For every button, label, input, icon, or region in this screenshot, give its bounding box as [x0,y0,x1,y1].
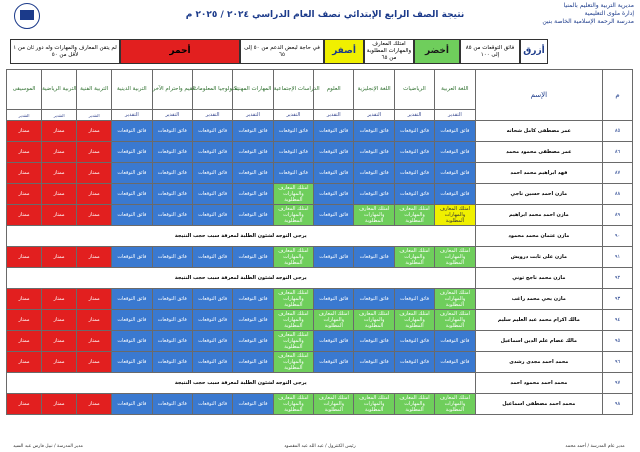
grade-cell: امتلك المعارف والمهارات المطلوبة [435,247,475,268]
grade-cell: ممتاز [42,310,77,331]
grade-cell: ممتاز [7,310,42,331]
col-art: التربية الفنية [77,70,112,110]
grade-cell: فائق التوقعات [314,331,354,352]
grade-cell: ممتاز [42,163,77,184]
grade-cell: امتلك المعارف والمهارات المطلوبة [354,205,394,226]
grade-cell: فائق التوقعات [233,352,273,373]
grade-cell: فائق التوقعات [314,247,354,268]
grade-cell: فائق التوقعات [112,184,152,205]
blocked-result-message: يرجى التوجه لشئون الطلبة لمعرفة سبب حجب النتيجة [7,373,476,394]
grade-subheader: التقدير [354,110,394,121]
grade-cell: فائق التوقعات [314,142,354,163]
grade-cell: امتلك المعارف والمهارات المطلوبة [354,394,394,415]
grade-cell: امتلك المعارف والمهارات المطلوبة [273,310,313,331]
col-math: الرياضيات [394,70,434,110]
col-name: الإسم [475,70,603,121]
grade-cell: فائق التوقعات [273,121,313,142]
grade-cell: فائق التوقعات [233,121,273,142]
table-header-row [7,70,633,110]
grade-cell: فائق التوقعات [394,289,434,310]
grade-cell: ممتاز [42,331,77,352]
grade-cell: فائق التوقعات [394,121,434,142]
grade-cell: امتلك المعارف والمهارات المطلوبة [273,331,313,352]
grade-subheader: التقدير [394,110,434,121]
table-row [7,373,633,394]
grade-cell: فائق التوقعات [314,163,354,184]
blocked-result-message: يرجى التوجه لشئون الطلبة لمعرفة سبب حجب النتيجة [7,226,476,247]
grade-cell: فائق التوقعات [314,289,354,310]
grade-cell: فائق التوقعات [233,331,273,352]
grade-cell: فائق التوقعات [152,394,192,415]
legend-green-word: أخضر [414,39,460,64]
grade-cell: فائق التوقعات [435,331,475,352]
student-number: ٨٩ [603,205,633,226]
student-name: مازن محمد ناجح ثوني [475,268,603,289]
grade-cell: فائق التوقعات [233,184,273,205]
grade-cell: فائق التوقعات [273,142,313,163]
grade-subheader: التقدير [112,110,152,121]
grade-cell: امتلك المعارف والمهارات المطلوبة [273,352,313,373]
grade-cell: ممتاز [42,394,77,415]
student-name: مازن احمد محمد ابراهيم [475,205,603,226]
grade-cell: فائق التوقعات [314,352,354,373]
grade-cell: فائق التوقعات [192,394,232,415]
col-science: العلوم [314,70,354,110]
grade-subheader: التقدير [152,110,192,121]
grade-subheader: التقدير [314,110,354,121]
grade-cell: فائق التوقعات [354,142,394,163]
grade-cell: ممتاز [42,121,77,142]
grade-cell: فائق التوقعات [192,184,232,205]
table-row [7,352,633,373]
grade-cell: فائق التوقعات [233,247,273,268]
grade-cell: امتلك المعارف والمهارات المطلوبة [435,289,475,310]
col-sports: التربية الرياضية [42,70,77,110]
grade-cell: امتلك المعارف والمهارات المطلوبة [273,394,313,415]
grade-cell: ممتاز [42,184,77,205]
grade-cell: فائق التوقعات [152,121,192,142]
student-number: ٩٤ [603,310,633,331]
student-number: ٩١ [603,247,633,268]
student-name: مالك اكرام محمد عبد العليم سليم [475,310,603,331]
table-row [7,310,633,331]
grade-cell: امتلك المعارف والمهارات المطلوبة [435,205,475,226]
student-name: مالك عصام علم الدين اسماعيل [475,331,603,352]
grade-cell: ممتاز [77,163,112,184]
grade-cell: فائق التوقعات [112,331,152,352]
grade-cell: فائق التوقعات [394,331,434,352]
student-number: ٩٨ [603,394,633,415]
grade-cell: امتلك المعارف والمهارات المطلوبة [435,310,475,331]
grade-cell: فائق التوقعات [152,142,192,163]
grade-cell: فائق التوقعات [435,121,475,142]
blocked-result-message: يرجى التوجه لشئون الطلبة لمعرفة سبب حجب النتيجة [7,268,476,289]
grade-cell: امتلك المعارف والمهارات المطلوبة [273,247,313,268]
grade-cell: امتلك المعارف والمهارات المطلوبة [273,184,313,205]
student-number: ٨٧ [603,163,633,184]
grade-cell: فائق التوقعات [233,394,273,415]
student-name: عمر مصطفى محمود محمد [475,142,603,163]
grade-cell: فائق التوقعات [192,121,232,142]
student-number: ٩٦ [603,352,633,373]
grade-cell: فائق التوقعات [435,184,475,205]
school-header [504,2,634,26]
grade-cell: ممتاز [77,331,112,352]
grade-cell: امتلك المعارف والمهارات المطلوبة [314,394,354,415]
student-name: محمد احمد مجدى رشدى [475,352,603,373]
grade-cell: فائق التوقعات [152,352,192,373]
footer-mid: رئيس الكنترول / عبد الله عبد المقصود [284,444,356,449]
table-row [7,394,633,415]
table-row [7,163,633,184]
grade-cell: فائق التوقعات [435,163,475,184]
grade-cell: فائق التوقعات [112,352,152,373]
grade-cell: فائق التوقعات [354,331,394,352]
grade-cell: فائق التوقعات [192,289,232,310]
student-name: مازن عثمان محمد محمود [475,226,603,247]
grade-cell: فائق التوقعات [112,142,152,163]
grade-subheader: التقدير [192,110,232,121]
grade-cell: فائق التوقعات [233,310,273,331]
grade-cell: فائق التوقعات [112,247,152,268]
grade-cell: ممتاز [7,331,42,352]
grade-cell: ممتاز [77,184,112,205]
grade-cell: ممتاز [42,247,77,268]
grade-cell: فائق التوقعات [314,184,354,205]
student-number: ٩٥ [603,331,633,352]
grade-cell: فائق التوقعات [394,184,434,205]
grade-cell: فائق التوقعات [192,142,232,163]
grade-cell: فائق التوقعات [354,352,394,373]
grade-cell: ممتاز [7,289,42,310]
grade-cell: فائق التوقعات [394,163,434,184]
grade-subheader: التقدير [273,110,313,121]
grade-cell: امتلك المعارف والمهارات المطلوبة [273,289,313,310]
grade-cell: ممتاز [7,205,42,226]
grade-cell: امتلك المعارف والمهارات المطلوبة [435,394,475,415]
grade-cell: فائق التوقعات [192,247,232,268]
student-number: ٩٧ [603,373,633,394]
grade-cell: فائق التوقعات [152,331,192,352]
student-number: ٨٥ [603,121,633,142]
student-name: مازن يحي محمد راغب [475,289,603,310]
legend-red-word: أحمر [120,39,240,64]
results-table [6,69,633,415]
grade-cell: ممتاز [42,352,77,373]
legend-red-desc: لم يتقن المعارف والمهارات وله دور ثان من ١ لأقل من ٥٠ [10,39,120,64]
grade-cell: ممتاز [7,121,42,142]
col-num: م [603,70,633,121]
grade-cell: فائق التوقعات [112,394,152,415]
grade-cell: فائق التوقعات [112,163,152,184]
directorate-text: مديرية التربية والتعليم بالمنيا [563,2,634,9]
table-row [7,205,633,226]
grade-cell: ممتاز [77,121,112,142]
student-number: ٨٦ [603,142,633,163]
table-row [7,268,633,289]
grade-cell: ممتاز [7,352,42,373]
table-row [7,247,633,268]
grade-cell: ممتاز [77,142,112,163]
grade-cell: فائق التوقعات [112,121,152,142]
grade-cell: ممتاز [42,289,77,310]
grade-cell: فائق التوقعات [152,163,192,184]
grade-cell: ممتاز [7,184,42,205]
grade-cell: فائق التوقعات [192,352,232,373]
grade-cell: فائق التوقعات [112,310,152,331]
student-name: مازن على ثابت درويش [475,247,603,268]
col-music: الموسيقى [7,70,42,110]
footer-right: مدير عام المدرسة / أحمد محمد [565,444,625,449]
grade-cell: ممتاز [77,394,112,415]
grade-cell: ممتاز [42,205,77,226]
school-text: مدرسة الرحمة الإسلامية الخاصة بنين [542,18,634,25]
admin-text: إدارة ملوى التعليمية [584,10,634,17]
grade-cell: فائق التوقعات [314,205,354,226]
grade-cell: فائق التوقعات [435,142,475,163]
grade-cell: ممتاز [77,352,112,373]
student-number: ٩٢ [603,268,633,289]
grade-cell: امتلك المعارف والمهارات المطلوبة [394,247,434,268]
grade-cell: فائق التوقعات [192,310,232,331]
grade-cell: امتلك المعارف والمهارات المطلوبة [354,310,394,331]
grade-cell: فائق التوقعات [273,163,313,184]
col-english: اللغة الإنجليزية [354,70,394,110]
page-title: نتيجة الصف الرابع الإبتدائي نصف العام الدراسي ٢٠٢٤ / ٢٠٢٥ م [185,10,465,20]
table-row [7,184,633,205]
grade-cell: فائق التوقعات [233,205,273,226]
legend-blue-desc: فائق التوقعات من ٨٥ إلى ١٠٠ [460,39,520,64]
grade-cell: فائق التوقعات [394,352,434,373]
col-social: الدراسات الإجتماعية [273,70,313,110]
grade-subheader: التقدير [77,110,112,121]
grade-cell: فائق التوقعات [354,184,394,205]
grade-cell: فائق التوقعات [354,163,394,184]
grade-cell: فائق التوقعات [233,289,273,310]
grade-subheader: التقدير [42,110,77,121]
table-row [7,289,633,310]
grade-cell: فائق التوقعات [192,163,232,184]
grade-cell: فائق التوقعات [233,163,273,184]
grade-cell: امتلك المعارف والمهارات المطلوبة [314,310,354,331]
grade-cell: ممتاز [7,247,42,268]
grade-cell: فائق التوقعات [112,205,152,226]
student-name: محمد احمد محمود احمد [475,373,603,394]
grade-cell: فائق التوقعات [152,184,192,205]
grade-cell: فائق التوقعات [152,289,192,310]
grade-subheader: التقدير [233,110,273,121]
grade-cell: فائق التوقعات [192,205,232,226]
col-it: تكنولوجيا المعلومات [192,70,232,110]
grade-cell: ممتاز [7,142,42,163]
footer-left: مدير المدرسة / نبيل فارس عبد السيد [13,444,83,449]
grade-cell: ممتاز [77,310,112,331]
table-row [7,226,633,247]
col-religion: التربية الدينية [112,70,152,110]
grade-cell: ممتاز [7,163,42,184]
grade-cell: ممتاز [77,289,112,310]
grade-cell: فائق التوقعات [233,142,273,163]
student-name: مازن احمد حسين ناجي [475,184,603,205]
student-number: ٩٠ [603,226,633,247]
col-arabic: اللغة العربية [435,70,475,110]
col-values: القيم واحترام الآخر [152,70,192,110]
grade-cell: امتلك المعارف والمهارات المطلوبة [394,394,434,415]
grade-cell: فائق التوقعات [152,205,192,226]
table-row [7,121,633,142]
grade-cell: فائق التوقعات [354,121,394,142]
student-number: ٩٣ [603,289,633,310]
grade-cell: فائق التوقعات [152,247,192,268]
table-row [7,142,633,163]
grade-cell: فائق التوقعات [192,331,232,352]
legend-yellow-desc: في حاجة لبعض الدعم من ٥٠ إلى ٦٥ [240,39,324,64]
student-number: ٨٨ [603,184,633,205]
grade-cell: فائق التوقعات [394,142,434,163]
grade-cell: فائق التوقعات [112,289,152,310]
school-logo-icon [14,3,40,29]
grade-cell: ممتاز [77,205,112,226]
grade-cell: فائق التوقعات [435,352,475,373]
grade-cell: ممتاز [7,394,42,415]
grade-cell: فائق التوقعات [354,289,394,310]
legend-yellow-word: أصفر [324,39,364,64]
legend-green-desc: امتلك المعارف والمهارات المطلوبة من ٦٥ [364,39,414,64]
legend-blue-word: أزرق [520,39,548,64]
grade-subheader: التقدير [7,110,42,121]
grade-cell: ممتاز [42,142,77,163]
student-name: عمر مصطفى كامل شحاته [475,121,603,142]
grade-subheader: التقدير [435,110,475,121]
grade-cell: امتلك المعارف والمهارات المطلوبة [273,205,313,226]
student-name: محمد احمد مصطفى اسماعيل [475,394,603,415]
student-name: فهد ابراهيم محمد احمد [475,163,603,184]
grade-cell: فائق التوقعات [354,247,394,268]
grade-cell: امتلك المعارف والمهارات المطلوبة [394,310,434,331]
grade-cell: فائق التوقعات [314,121,354,142]
grade-cell: فائق التوقعات [152,310,192,331]
grade-cell: امتلك المعارف والمهارات المطلوبة [394,205,434,226]
table-row [7,331,633,352]
grade-cell: ممتاز [77,247,112,268]
col-vocational: المهارات المهنية [233,70,273,110]
